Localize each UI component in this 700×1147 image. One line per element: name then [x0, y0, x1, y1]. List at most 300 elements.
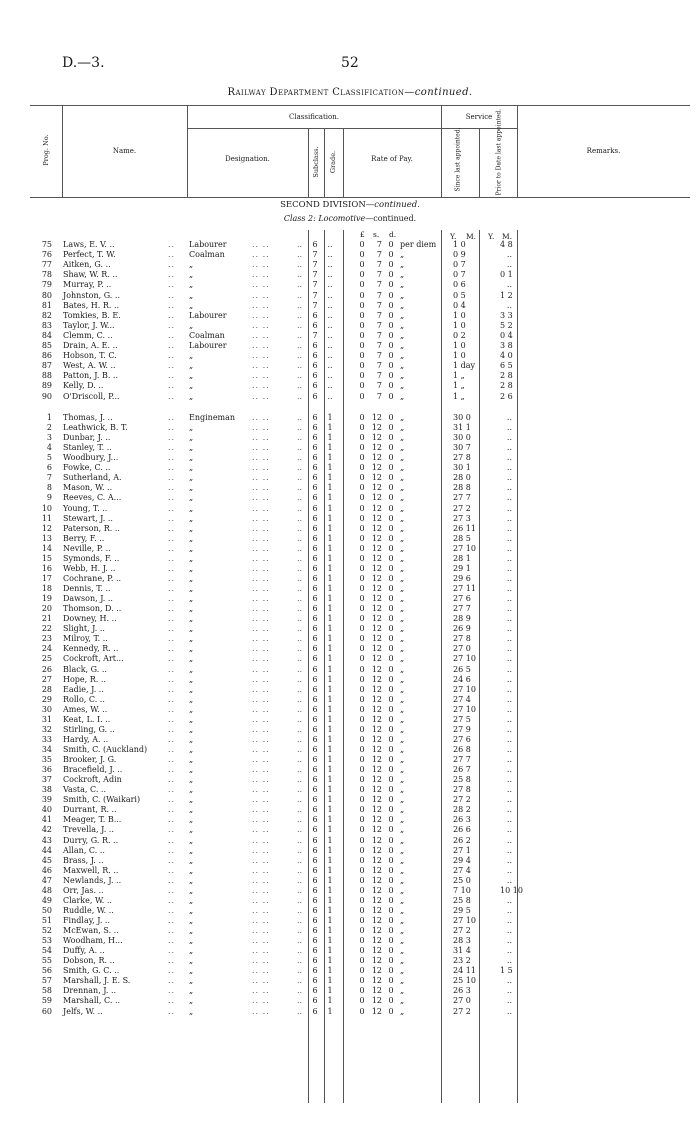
table-row [0, 775, 520, 785]
table-row [0, 270, 520, 280]
service-prior: .. [506, 805, 512, 815]
designation: „ [189, 916, 194, 925]
subclass: 6 [312, 976, 318, 986]
service-prior: 1 2 [500, 290, 513, 300]
leader-dots: .. .. [252, 310, 270, 320]
pay-pounds: 0 [359, 513, 365, 523]
pay-period: „ [400, 724, 405, 734]
leader-dots: .. [297, 381, 303, 391]
leader-dots: .. [297, 905, 303, 915]
service-prior: .. [506, 604, 512, 614]
grade: 1 [327, 503, 333, 513]
table-row [0, 644, 520, 654]
leader-dots: .. [297, 704, 303, 714]
service-since-last: 27 7 [453, 755, 471, 765]
service-prior: .. [506, 765, 512, 775]
leader-dots: .. [168, 443, 176, 453]
pay-pence: 0 [388, 553, 394, 563]
grade: 1 [327, 664, 333, 674]
col-divider [308, 128, 309, 197]
designation: „ [189, 664, 194, 674]
leader-dots: .. [168, 453, 176, 463]
subclass: 6 [312, 361, 318, 371]
grade: 1 [327, 584, 333, 594]
leader-dots: .. [168, 290, 176, 300]
prog-no: 59 [41, 996, 52, 1006]
leader-dots: .. .. [252, 724, 270, 734]
prog-no: 83 [41, 320, 52, 330]
grade: 1 [327, 614, 333, 624]
employee-name: Stanley, T. .. [63, 443, 112, 453]
leader-dots: .. [297, 413, 303, 422]
pay-shillings: 12 [371, 916, 382, 925]
service-prior: .. [506, 694, 512, 704]
pay-pence: 0 [388, 594, 394, 604]
pay-pounds: 0 [359, 320, 365, 330]
subclass: 6 [312, 795, 318, 805]
pay-shillings: 12 [371, 865, 382, 875]
leader-dots: .. [297, 584, 303, 594]
leader-dots: .. [297, 280, 303, 290]
service-prior: .. [506, 734, 512, 744]
employee-name: Marshall, C. .. [63, 996, 121, 1006]
leader-dots: .. [297, 674, 303, 684]
service-prior: .. [506, 855, 512, 865]
subclass: 6 [312, 845, 318, 855]
leader-dots: .. [297, 916, 303, 925]
table-row [0, 493, 520, 503]
pay-period: „ [400, 765, 405, 775]
service-prior: .. [506, 815, 512, 825]
service-since-last: 27 10 [453, 543, 476, 553]
employee-name: Reeves, C. A... [63, 493, 122, 503]
grade: 1 [327, 986, 333, 996]
service-prior: .. [506, 280, 512, 290]
prog-no: 1 [46, 413, 52, 422]
leader-dots: .. .. [252, 885, 270, 895]
pay-pence: 0 [388, 986, 394, 996]
subclass: 7 [312, 260, 318, 270]
pay-shillings: 12 [371, 825, 382, 835]
pay-shillings: 12 [371, 946, 382, 956]
service-since-last: 27 10 [453, 654, 476, 664]
leader-dots: .. [168, 936, 176, 946]
pay-pence: 0 [388, 330, 394, 340]
service-since-last: 1 0 [453, 240, 466, 249]
designation: „ [189, 260, 194, 270]
pay-shillings: 12 [371, 553, 382, 563]
subclass: 6 [312, 765, 318, 775]
leader-dots: .. [168, 976, 176, 986]
leader-dots: .. [168, 391, 176, 401]
service-since-last: 0 6 [453, 280, 466, 290]
employee-name: Smith, C. (Waikari) [63, 795, 141, 805]
service-since-last: 1 0 [453, 310, 466, 320]
pay-shillings: 12 [371, 875, 382, 885]
subclass: 7 [312, 250, 318, 260]
service-since-last: 1 „ [453, 371, 465, 381]
pay-period: „ [400, 966, 405, 976]
service-since-last: 26 7 [453, 765, 471, 775]
service-prior: 3 8 [500, 341, 513, 350]
leader-dots: .. [297, 936, 303, 946]
designation: „ [189, 956, 194, 966]
pay-period: „ [400, 865, 405, 875]
employee-name: Johnston, G. .. [63, 290, 120, 300]
pay-pence: 0 [388, 744, 394, 754]
pay-shillings: 12 [371, 543, 382, 553]
prog-no: 80 [41, 290, 52, 300]
leader-dots: .. .. [252, 493, 270, 503]
pay-pounds: 0 [359, 473, 365, 483]
page-ref: D.—3. [62, 55, 105, 71]
table-row [0, 685, 520, 695]
prog-no: 11 [41, 513, 52, 523]
subclass: 6 [312, 1006, 318, 1016]
service-since-last: 1 0 [453, 351, 466, 361]
pay-shillings: 12 [371, 755, 382, 765]
employee-name: Stirling, G. .. [63, 724, 115, 734]
service-prior: 10 10 [500, 885, 523, 895]
grade: 1 [327, 604, 333, 614]
table-row [0, 906, 520, 916]
subclass: 6 [312, 503, 318, 513]
pay-period: „ [400, 805, 405, 815]
grade: 1 [327, 463, 333, 473]
service-prior: .. [506, 744, 512, 754]
employee-name: Stewart, J. .. [63, 513, 113, 523]
designation: „ [189, 986, 194, 996]
pay-shillings: 7 [376, 270, 382, 280]
subclass: 6 [312, 664, 318, 674]
designation: „ [189, 280, 194, 290]
pay-shillings: 12 [371, 644, 382, 654]
leader-dots: .. .. [252, 875, 270, 885]
pay-shillings: 12 [371, 654, 382, 664]
leader-dots: .. .. [252, 805, 270, 815]
subclass: 6 [312, 654, 318, 664]
pay-shillings: 12 [371, 885, 382, 895]
designation: „ [189, 563, 194, 573]
leader-dots: .. .. [252, 654, 270, 664]
grade: 1 [327, 916, 333, 925]
grade: 1 [327, 694, 333, 704]
prog-no: 22 [41, 624, 52, 634]
prog-no: 37 [41, 775, 52, 785]
service-prior: .. [506, 463, 512, 473]
leader-dots: .. [297, 865, 303, 875]
designation: „ [189, 351, 194, 361]
prog-no: 12 [41, 523, 52, 533]
subclass: 6 [312, 493, 318, 503]
class-continued: —continued. [365, 214, 417, 223]
service-since-last: 1 0 [453, 320, 466, 330]
pay-shillings: 12 [371, 684, 382, 694]
service-prior: .. [506, 926, 512, 936]
pay-pence: 0 [388, 300, 394, 310]
col-divider [479, 128, 480, 197]
pay-pounds: 0 [359, 825, 365, 835]
table-row [0, 584, 520, 594]
pay-shillings: 12 [371, 483, 382, 493]
pay-pence: 0 [388, 423, 394, 433]
pay-period: „ [400, 895, 405, 905]
pay-pence: 0 [388, 734, 394, 744]
grade: 1 [327, 765, 333, 775]
subclass: 6 [312, 825, 318, 835]
pay-pounds: 0 [359, 280, 365, 290]
table-row [0, 705, 520, 715]
subclass: 6 [312, 443, 318, 453]
service-prior: 3 3 [500, 310, 513, 320]
service-prior: .. [506, 654, 512, 664]
service-prior: .. [506, 845, 512, 855]
leader-dots: .. .. [252, 433, 270, 443]
service-since-last: 30 7 [453, 443, 471, 453]
table-row [0, 936, 520, 946]
pay-shillings: 12 [371, 433, 382, 443]
service-prior: .. [506, 865, 512, 875]
service-prior: .. [506, 300, 512, 310]
leader-dots: .. [168, 624, 176, 634]
service-prior: .. [506, 513, 512, 523]
leader-dots: .. [168, 694, 176, 704]
leader-dots: .. .. [252, 503, 270, 513]
grade: 1 [327, 443, 333, 453]
pay-pence: 0 [388, 443, 394, 453]
pay-shillings: 12 [371, 765, 382, 775]
service-prior: 4 8 [500, 240, 513, 249]
leader-dots: .. [168, 584, 176, 594]
designation: „ [189, 694, 194, 704]
leader-dots: .. .. [252, 473, 270, 483]
pay-pence: 0 [388, 765, 394, 775]
grade: 1 [327, 845, 333, 855]
leader-dots: .. [297, 1006, 303, 1016]
designation: „ [189, 543, 194, 553]
service-prior: 5 2 [500, 320, 513, 330]
pay-shillings: 12 [371, 694, 382, 704]
subclass: 6 [312, 835, 318, 845]
leader-dots: .. [297, 423, 303, 433]
leader-dots: .. [168, 463, 176, 473]
prog-no: 5 [46, 453, 52, 463]
service-prior: .. [506, 493, 512, 503]
employee-name: Dennis, T. .. [63, 584, 111, 594]
leader-dots: .. [297, 513, 303, 523]
grade: 1 [327, 956, 333, 966]
service-since-last: 26 5 [453, 664, 471, 674]
designation: „ [189, 270, 194, 280]
employee-name: Newlands, J. .. [63, 875, 122, 885]
pay-pence: 0 [388, 361, 394, 371]
header-grade: Grade. [329, 150, 337, 174]
leader-dots: .. .. [252, 573, 270, 583]
designation: „ [189, 674, 194, 684]
pay-pounds: 0 [359, 684, 365, 694]
pay-pounds: 0 [359, 573, 365, 583]
leader-dots: .. [168, 795, 176, 805]
table-row [0, 675, 520, 685]
subclass: 6 [312, 684, 318, 694]
pay-period: „ [400, 310, 405, 320]
designation: Labourer [189, 310, 227, 320]
service-since-last: 29 5 [453, 905, 471, 915]
prog-no: 30 [41, 704, 52, 714]
leader-dots: .. [297, 815, 303, 825]
designation: „ [189, 744, 194, 754]
pay-pence: 0 [388, 966, 394, 976]
pay-pence: 0 [388, 815, 394, 825]
prog-no: 56 [41, 966, 52, 976]
prog-no: 53 [41, 936, 52, 946]
employee-name: Shaw, W. R. .. [63, 270, 118, 280]
employee-name: Dobson, R. .. [63, 956, 115, 966]
employee-name: Kelly, D. .. [63, 381, 104, 391]
leader-dots: .. .. [252, 270, 270, 280]
grade: .. [327, 361, 333, 371]
designation: „ [189, 724, 194, 734]
leader-dots: .. [297, 433, 303, 443]
unit-pound: £ [360, 230, 365, 239]
leader-dots: .. [297, 785, 303, 795]
designation: „ [189, 391, 194, 401]
table-row [0, 715, 520, 725]
leader-dots: .. [297, 634, 303, 644]
designation: „ [189, 865, 194, 875]
grade: .. [327, 371, 333, 381]
leader-dots: .. [168, 704, 176, 714]
employee-name: Ruddle, W. .. [63, 905, 114, 915]
prog-no: 35 [41, 755, 52, 765]
grade: 1 [327, 684, 333, 694]
employee-name: Vasta, C. .. [63, 785, 106, 795]
pay-period: „ [400, 654, 405, 664]
grade: 1 [327, 936, 333, 946]
leader-dots: .. [168, 523, 176, 533]
grade: 1 [327, 413, 333, 422]
prog-no: 89 [41, 381, 52, 391]
pay-shillings: 12 [371, 533, 382, 543]
pay-pence: 0 [388, 704, 394, 714]
leader-dots: .. [168, 503, 176, 513]
pay-period: „ [400, 875, 405, 885]
subclass: 6 [312, 614, 318, 624]
grade: 1 [327, 825, 333, 835]
employee-name: Kennedy, R. .. [63, 644, 119, 654]
service-prior: .. [506, 563, 512, 573]
grade: .. [327, 290, 333, 300]
leader-dots: .. .. [252, 775, 270, 785]
service-prior: .. [506, 634, 512, 644]
table-row [0, 381, 520, 391]
employee-name: Brooker, J. G. [63, 755, 117, 765]
leader-dots: .. [297, 795, 303, 805]
unit-years: Y. [488, 232, 495, 241]
subclass: 6 [312, 371, 318, 381]
pay-period: „ [400, 614, 405, 624]
pay-shillings: 12 [371, 795, 382, 805]
grade: 1 [327, 473, 333, 483]
designation: „ [189, 976, 194, 986]
service-since-last: 28 8 [453, 483, 471, 493]
prog-no: 84 [41, 330, 52, 340]
pay-period: „ [400, 584, 405, 594]
employee-name: Black, G. .. [63, 664, 107, 674]
pay-pounds: 0 [359, 330, 365, 340]
pay-period: „ [400, 523, 405, 533]
pay-pence: 0 [388, 825, 394, 835]
grade: 1 [327, 654, 333, 664]
leader-dots: .. [297, 290, 303, 300]
grade: 1 [327, 634, 333, 644]
employee-name: Orr, Jas. .. [63, 885, 104, 895]
pay-pence: 0 [388, 674, 394, 684]
table-row [0, 795, 520, 805]
service-since-last: 27 11 [453, 584, 476, 594]
pay-period: „ [400, 260, 405, 270]
service-prior: .. [506, 250, 512, 260]
subclass: 6 [312, 553, 318, 563]
table-row [0, 463, 520, 473]
grade: 1 [327, 835, 333, 845]
service-since-last: 28 2 [453, 805, 471, 815]
pay-period: „ [400, 473, 405, 483]
service-since-last: 27 1 [453, 845, 471, 855]
service-prior: .. [506, 785, 512, 795]
subclass: 6 [312, 755, 318, 765]
pay-period: „ [400, 916, 405, 925]
service-prior: .. [506, 905, 512, 915]
grade: .. [327, 280, 333, 290]
pay-pounds: 0 [359, 755, 365, 765]
service-prior: .. [506, 584, 512, 594]
pay-period: „ [400, 775, 405, 785]
prog-no: 15 [41, 553, 52, 563]
pay-period: „ [400, 815, 405, 825]
designation: „ [189, 423, 194, 433]
unit-months: M. [502, 232, 513, 241]
pay-shillings: 12 [371, 744, 382, 754]
service-prior: .. [506, 260, 512, 270]
prog-no: 52 [41, 926, 52, 936]
table-row [0, 634, 520, 644]
pay-pence: 0 [388, 483, 394, 493]
leader-dots: .. .. [252, 391, 270, 401]
prog-no: 20 [41, 604, 52, 614]
grade: 1 [327, 905, 333, 915]
leader-dots: .. .. [252, 734, 270, 744]
pay-pence: 0 [388, 260, 394, 270]
pay-shillings: 7 [376, 330, 382, 340]
leader-dots: .. [297, 453, 303, 463]
leader-dots: .. [168, 493, 176, 503]
class-prefix: Class 2: [283, 214, 319, 223]
prog-no: 57 [41, 976, 52, 986]
table-row [0, 876, 520, 886]
leader-dots: .. .. [252, 855, 270, 865]
grade: 1 [327, 453, 333, 463]
service-since-last: 27 5 [453, 714, 471, 724]
subclass: 6 [312, 433, 318, 443]
pay-shillings: 12 [371, 624, 382, 634]
pay-pence: 0 [388, 795, 394, 805]
leader-dots: .. .. [252, 614, 270, 624]
pay-pounds: 0 [359, 493, 365, 503]
leader-dots: .. .. [252, 413, 270, 422]
pay-period: „ [400, 1006, 405, 1016]
leader-dots: .. .. [252, 624, 270, 634]
